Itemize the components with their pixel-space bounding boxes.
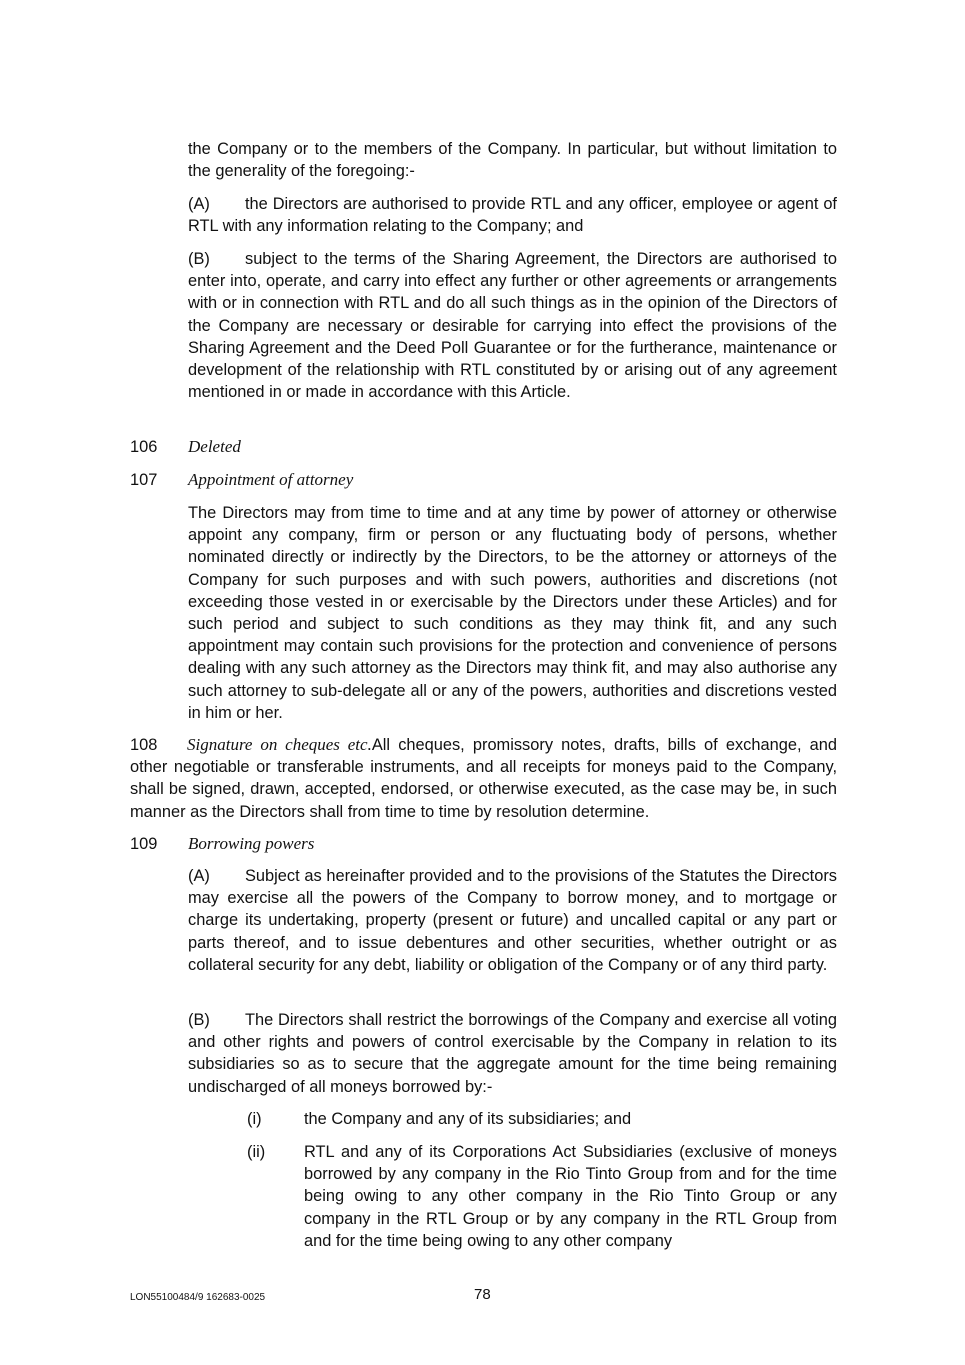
article-108-text: All cheques, promissory notes, drafts, bills of exchange, and other negotiable or transferable instruments, and all receipts for moneys paid to the Company, shall be signed, drawn, accepted, endorsed, or otherwise executed, as the case may be, in such manner as the Directors shall from time to time by resolution determine. — [130, 736, 837, 821]
paragraph-b-label: (B) — [188, 250, 210, 268]
intro-paragraph: the Company or to the members of the Company. In particular, but without limitation to the generality of the foregoing:- — [188, 140, 837, 181]
article-109-ii-label: (ii) — [247, 1143, 266, 1161]
paragraph-a-text: the Directors are authorised to provide RTL and any officer, employee or agent of RTL with any information relating to the Company; and — [188, 195, 837, 236]
article-109-b-text: The Directors shall restrict the borrowings of the Company and exercise all voting and other rights and powers of control exercisable by the Company in relation to its subsidiaries so as to secure that the aggregate amount for the time being remaining undischarged of all moneys borrowed by:- — [188, 1011, 837, 1096]
article-109-i-label: (i) — [247, 1110, 262, 1128]
article-107-number: 107 — [130, 471, 158, 489]
article-108 — [130, 734, 837, 823]
paragraph-b — [188, 248, 837, 403]
article-109-paragraph-b — [188, 1009, 837, 1098]
article-106-number: 106 — [130, 438, 158, 456]
paragraph-b-text: subject to the terms of the Sharing Agreement, the Directors are authorised to enter into, operate, and carry into effect any further or other agreements or arrangements with or in connection with RTL and do all such things as in the opinion of the Directors of the Company are necessary or desirable for carrying into effect the provisions of the Sharing Agreement and the Deed Poll Guarantee or for the furtherance, maintenance or development of the relationship with RTL constituted by or arising out of any agreement mentioned in or made in accordance with this Article. — [188, 250, 837, 402]
article-109-b-label: (B) — [188, 1011, 210, 1029]
paragraph-a — [188, 193, 837, 237]
article-109-a-text: Subject as hereinafter provided and to the provisions of the Statutes the Directors may exercise all the powers of the Company to borrow money, and to mortgage or charge its undertaking, property (present or future) and uncalled capital or any part or parts thereof, and to issue debentures and other securities, whether outright or as collateral security for any debt, liability or obligation of the Company or of any third party. — [188, 867, 837, 974]
article-109-i-text: the Company and any of its subsidiaries; and — [304, 1110, 632, 1128]
footer-reference: LON55100484/9 162683-0025 — [130, 1292, 266, 1303]
article-109-a-label: (A) — [188, 867, 210, 885]
page-number: 78 — [474, 1286, 491, 1303]
article-108-number: 108 — [130, 736, 158, 754]
article-107-text: The Directors may from time to time and at any time by power of attorney or otherwise appoint any company, firm or person or any fluctuating body of persons, whether nominated directly or indirectly by the Directors, to be the attorney or attorneys of the Company for such purposes and with such powers, authorities and discretions (not exceeding those vested in or exercisable by the Directors under these Articles) and for such period and subject to such conditions as they may think fit, and any such appointment may contain such provisions for the protection and convenience of persons dealing with any such attorney as the Directors may think fit, and may also authorise any such attorney to sub-delegate all or any of the powers, authorities and discretions vested in him or her. — [188, 504, 837, 722]
article-109-paragraph-a — [188, 865, 837, 976]
article-109-number: 109 — [130, 835, 158, 853]
article-109-ii-text: RTL and any of its Corporations Act Subsidiaries (exclusive of moneys borrowed by any company in the Rio Tinto Group from and for the time being owing to any other company in the Rio Tinto Group or any company in the RTL Group or by any company in the RTL Group from and for the time being owing to any other company — [304, 1143, 837, 1250]
article-109-heading: Borrowing powers — [188, 834, 315, 853]
paragraph-a-label: (A) — [188, 195, 210, 213]
article-106-heading: Deleted — [188, 437, 241, 456]
article-108-heading: Signature on cheques etc. — [187, 735, 372, 754]
article-107-heading: Appointment of attorney — [188, 470, 354, 489]
